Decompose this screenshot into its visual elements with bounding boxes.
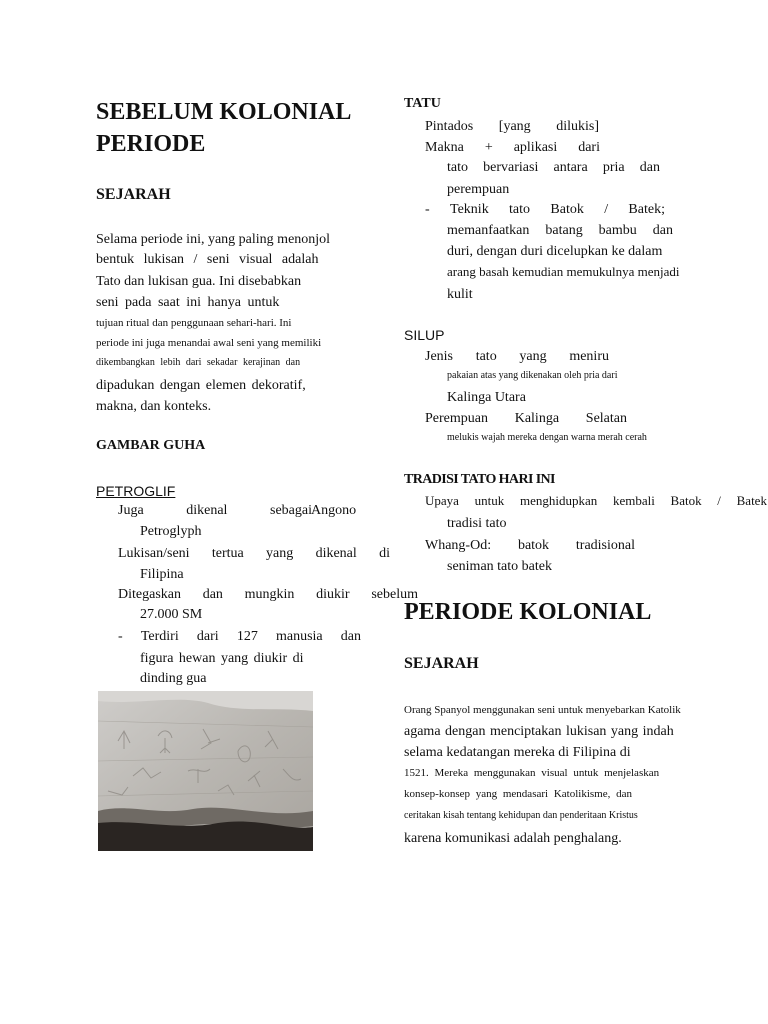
sejarah-line: bentuk lukisan / seni visual adalah bbox=[96, 252, 319, 267]
page-title-line-1: SEBELUM KOLONIAL bbox=[96, 99, 352, 125]
page-title-line-2: PERIODE bbox=[96, 131, 206, 157]
sejarah-line: seni pada saat ini hanya untuk bbox=[96, 295, 280, 310]
gambar-guha-heading: GAMBAR GUHA bbox=[96, 438, 206, 453]
whang-line: Whang-Od: batok tradisional bbox=[425, 538, 635, 553]
kolonial-line: agama dengan menciptakan lukisan yang indah bbox=[404, 724, 674, 739]
figura-text: figura hewan yang diukir di bbox=[140, 651, 304, 666]
tradisi-heading: TRADISI TATO HARI INI bbox=[404, 472, 555, 487]
kolonial-line: ceritakan kisah tentang kehidupan dan penderitaan Kristus bbox=[404, 810, 638, 821]
juga-line: Juga dikenal sebagai bbox=[118, 503, 312, 518]
filipina-text: Filipina bbox=[140, 567, 184, 582]
perempuan-kalinga-line: Perempuan Kalinga Selatan bbox=[425, 411, 627, 426]
duri-text: duri, dengan duri dicelupkan ke dalam bbox=[447, 244, 663, 259]
makna-line: Makna + aplikasi dari bbox=[425, 140, 600, 155]
kalinga-utara-text: Kalinga Utara bbox=[447, 390, 526, 405]
sejarah-line: Tato dan lukisan gua. Ini disebabkan bbox=[96, 274, 302, 289]
sm-text: 27.000 SM bbox=[140, 607, 203, 622]
kolonial-line: 1521. Mereka menggunakan visual untuk menjelaskan bbox=[404, 767, 660, 779]
seniman-text: seniman tato batek bbox=[447, 559, 552, 574]
jenis-line: Jenis tato yang meniru bbox=[425, 349, 609, 364]
arang-text: arang basah kemudian memukulnya menjadi bbox=[447, 264, 680, 279]
kolonial-line: karena komunikasi adalah penghalang. bbox=[404, 831, 622, 846]
dinding-text: dinding gua bbox=[140, 671, 207, 686]
petroglyph-text: Petroglyph bbox=[140, 524, 202, 539]
kulit-text: kulit bbox=[447, 287, 473, 302]
cave-petroglyph-photo bbox=[98, 691, 313, 851]
sejarah-line: makna, dan konteks. bbox=[96, 399, 212, 414]
kolonial-line: konsep-konsep yang mendasari Katolikisme, dan bbox=[404, 788, 632, 800]
pakaian-text: pakaian atas yang dikenakan oleh pria dari bbox=[447, 370, 618, 381]
tatu-heading: TATU bbox=[404, 96, 441, 111]
perempuan-text: perempuan bbox=[447, 182, 510, 197]
tato-bervariasi-line: tato bervariasi antara pria dan bbox=[447, 160, 660, 175]
pintados-line: Pintados [yang dilukis] bbox=[425, 119, 599, 134]
sejarah-line: periode ini juga menandai awal seni yang memiliki bbox=[96, 337, 322, 349]
lukisan-line: Lukisan/seni tertua yang dikenal di bbox=[118, 546, 390, 561]
kolonial-line: selama kedatangan mereka di Filipina di bbox=[404, 745, 631, 760]
sejarah-line: dipadukan dengan elemen dekoratif, bbox=[96, 378, 306, 393]
kolonial-title: PERIODE KOLONIAL bbox=[404, 599, 652, 625]
memanfaatkan-line: memanfaatkan batang bambu dan bbox=[447, 223, 673, 238]
tradisi-tato-text: tradisi tato bbox=[447, 516, 507, 531]
kolonial-line: Orang Spanyol menggunakan seni untuk menyebarkan Katolik bbox=[404, 704, 681, 716]
sejarah-heading: SEJARAH bbox=[96, 186, 171, 203]
terdiri-line: - Terdiri dari 127 manusia dan bbox=[118, 629, 361, 644]
petroglif-heading: PETROGLIF bbox=[96, 483, 176, 499]
sejarah-line: Selama periode ini, yang paling menonjol bbox=[96, 232, 331, 247]
angono-text: Angono bbox=[311, 503, 357, 518]
melukis-text: melukis wajah mereka dengan warna merah cerah bbox=[447, 432, 647, 443]
sejarah-line: dikembangkan lebih dari sekadar kerajinan dan bbox=[96, 357, 301, 368]
silup-heading: SILUP bbox=[404, 327, 445, 343]
kolonial-sejarah-heading: SEJARAH bbox=[404, 655, 479, 672]
teknik-line: - Teknik tato Batok / Batek; bbox=[425, 202, 665, 217]
ditegaskan-line: Ditegaskan dan mungkin diukir sebelum bbox=[118, 587, 418, 602]
upaya-line: Upaya untuk menghidupkan kembali Batok / Batek bbox=[425, 493, 767, 508]
sejarah-line: tujuan ritual dan penggunaan sehari-hari. Ini bbox=[96, 317, 292, 329]
